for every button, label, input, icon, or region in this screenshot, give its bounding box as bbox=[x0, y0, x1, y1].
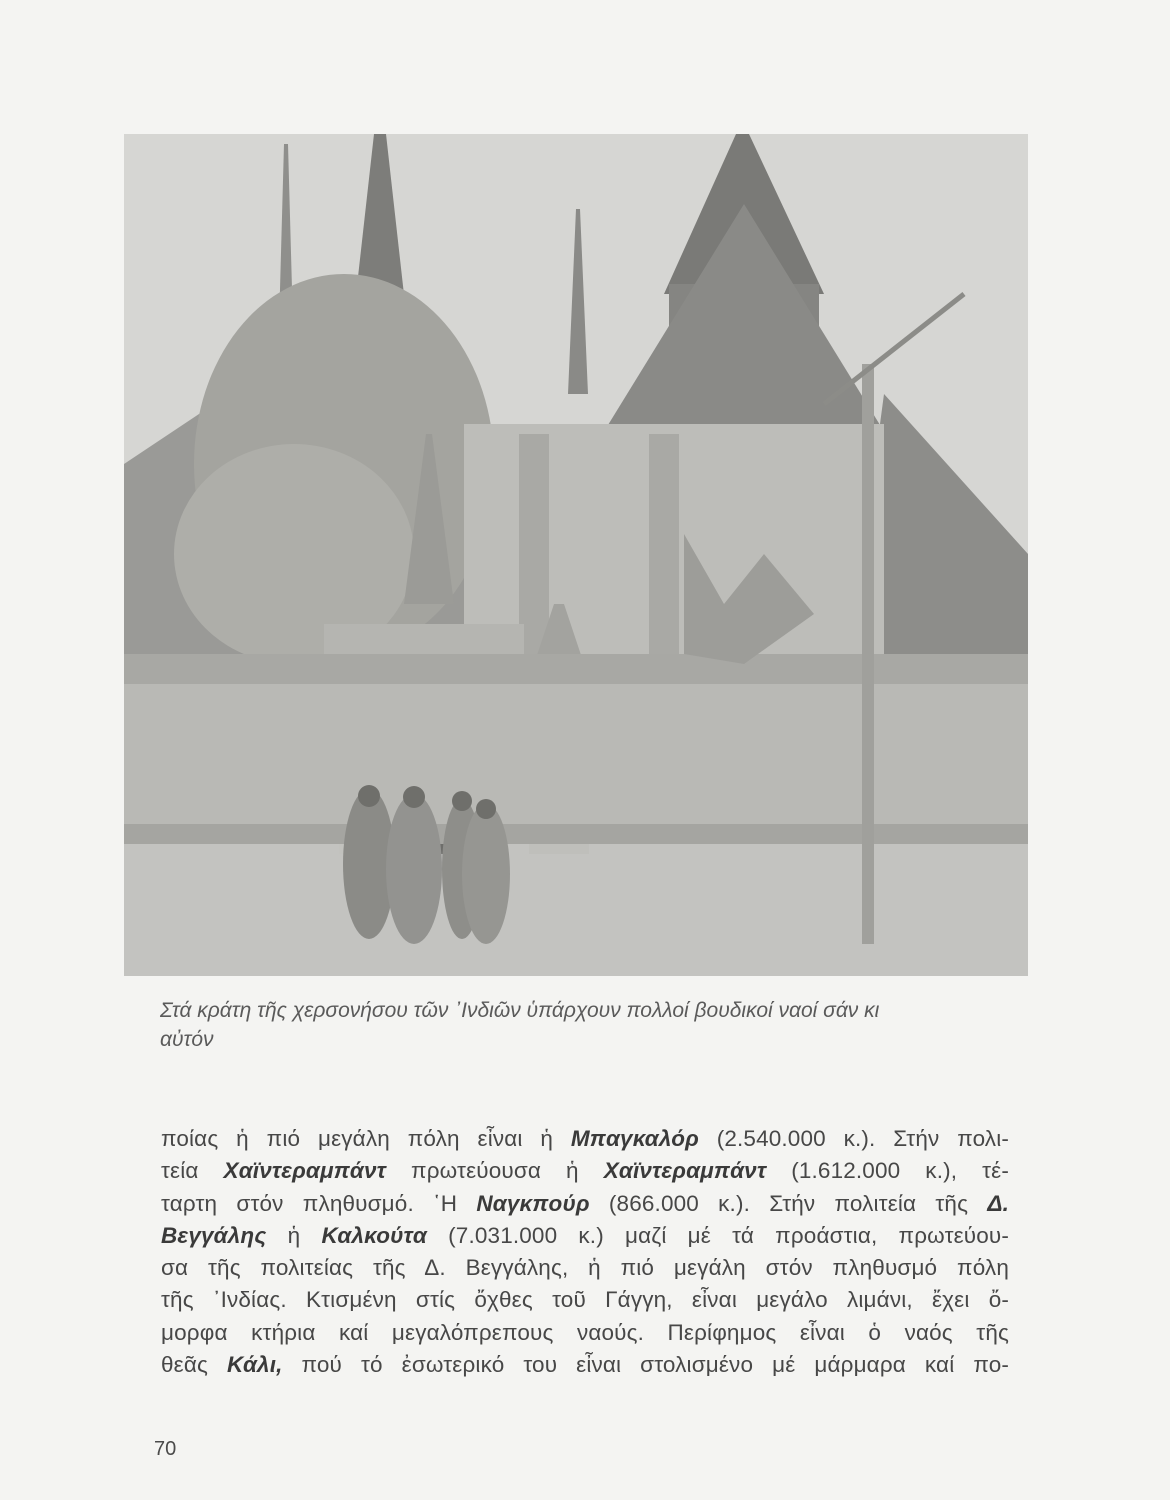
text-line: ταρτη στόν πληθυσμό. ῾Η Ναγκπούρ (866.000 κ.). Στήν πολιτεία τῆς Δ. bbox=[161, 1190, 1009, 1216]
caption-line-1: Στά κράτη τῆς χερσονήσου τῶν ᾽Ινδιῶν ὑπάρχουν πολλοί βουδικοί ναοί σάν κι bbox=[160, 999, 880, 1022]
state-name: Δ. bbox=[987, 1190, 1009, 1216]
goddess-name: Κάλι, bbox=[226, 1352, 283, 1378]
text-line: σα τῆς πολιτείας τῆς Δ. Βεγγάλης, ἡ πιό μεγάλη στόν πληθυσμό πόλη bbox=[161, 1255, 1009, 1281]
city-name: Ναγκπούρ bbox=[476, 1190, 590, 1216]
temple-photo bbox=[124, 134, 1028, 976]
photo-caption bbox=[160, 996, 1020, 1054]
text-line: τῆς ᾽Ινδίας. Κτισμένη στίς ὄχθες τοῦ Γάγγη, εἶναι μεγάλο λιμάνι, ἔχει ὄ- bbox=[161, 1287, 1009, 1313]
city-name: Μπαγκαλόρ bbox=[570, 1126, 699, 1151]
city-name: Χαϊντεραμπάντ bbox=[603, 1158, 767, 1184]
state-name: Χαϊντεραμπάντ bbox=[223, 1158, 387, 1184]
text-line: Βεγγάλης ἡ Καλκούτα (7.031.000 κ.) μαζί μέ τά προάστια, πρωτεύου- bbox=[161, 1222, 1010, 1248]
body-paragraph bbox=[161, 1123, 1009, 1381]
city-name: Καλκούτα bbox=[321, 1222, 427, 1248]
state-name: Βεγγάλης bbox=[161, 1222, 267, 1248]
text-line: θεᾶς Κάλι, πού τό ἐσωτερικό του εἶναι στολισμένο μέ μάρμαρα καί πο- bbox=[161, 1352, 1010, 1378]
text-line: μορφα κτήρια καί μεγαλόπρεπους ναούς. Περίφημος εἶναι ὁ ναός τῆς bbox=[161, 1319, 1009, 1345]
text-line: ποίας ἡ πιό μεγάλη πόλη εἶναι ἡ Μπαγκαλόρ (2.540.000 κ.). Στήν πολι- bbox=[161, 1126, 1009, 1151]
page-number: 70 bbox=[154, 1438, 177, 1460]
text-line: τεία Χαϊντεραμπάντ πρωτεύουσα ἡ Χαϊντεραμπάντ (1.612.000 κ.), τέ- bbox=[161, 1158, 1010, 1184]
caption-line-2: αὐτόν bbox=[160, 1028, 214, 1051]
